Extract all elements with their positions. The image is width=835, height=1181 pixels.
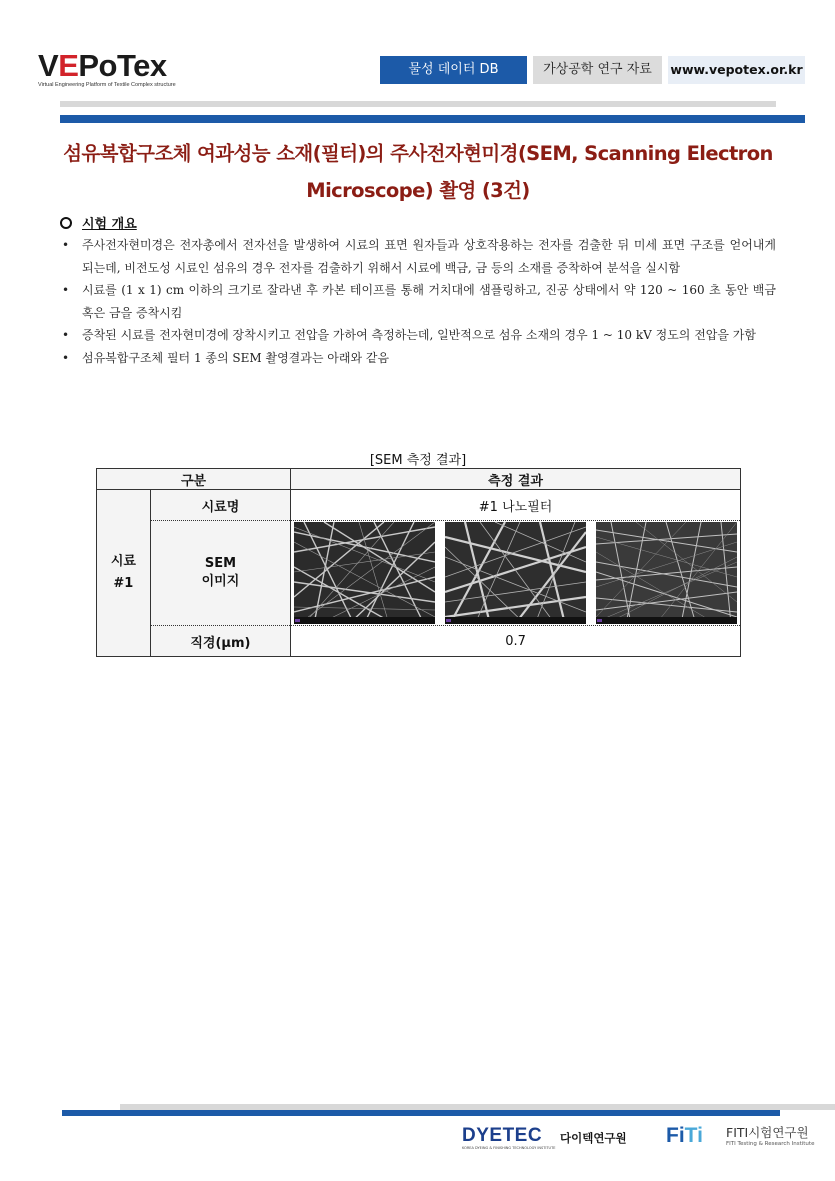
row-label-name: 시료명: [150, 490, 290, 521]
list-item: • 시료를 (1 x 1) cm 이하의 크기로 잘라낸 후 카본 테이프를 통해 거치대에 샘플링하고, 진공 상태에서 약 120 ~ 160 초 동안 백금 혹은 금을 증착시킴: [60, 279, 776, 324]
fiti-name: FITI시험연구원: [726, 1125, 809, 1140]
footer-divider-blue: [62, 1110, 780, 1116]
dyetec-name: 다이텍연구원: [560, 1131, 627, 1145]
page-title: 섬유복합구조체 여과성능 소재(필터)의 주사전자현미경(SEM, Scanning Electron Microscope) 촬영 (3건): [63, 142, 773, 202]
circle-bullet-icon: [60, 217, 72, 229]
header-category: 구분: [97, 469, 291, 490]
vepotex-logo: VEPoTex Virtual Engineering Platform of Textile Complex structure: [38, 50, 178, 92]
sample-name-value: #1 나노필터: [291, 490, 741, 521]
property-db-button[interactable]: 물성 데이터 DB: [380, 56, 527, 84]
logo-subtitle: Virtual Engineering Platform of Textile Complex structure: [38, 82, 176, 88]
table-caption: [SEM 측정 결과]: [369, 453, 467, 468]
overview-heading: 시험 개요: [60, 213, 137, 232]
header-result: 측정 결과: [291, 469, 741, 490]
list-item: • 증착된 시료를 전자현미경에 장착시키고 전압을 가하여 측정하는데, 일반적으로 섬유 소재의 경우 1 ~ 10 kV 정도의 전압을 가함: [60, 324, 776, 347]
sem-result-table: [96, 468, 741, 657]
header-divider-blue: [60, 115, 776, 123]
diameter-value: 0.7: [291, 626, 741, 657]
dyetec-logo: DYETEC KOREA DYEING & FINISHING TECHNOLOGY INSTITUTE: [462, 1125, 556, 1150]
sem-image: [596, 522, 737, 624]
sample-label: 시료 #1: [97, 490, 151, 657]
sem-image: [294, 522, 435, 624]
list-item: • 섬유복합구조체 필터 1 종의 SEM 촬영결과는 아래와 같음: [60, 347, 776, 370]
fiti-logo: FiTi: [666, 1124, 703, 1147]
fiti-english-name: FITI Testing & Research Institute: [726, 1141, 815, 1147]
virtual-research-button[interactable]: 가상공학 연구 자료: [533, 56, 662, 84]
website-link[interactable]: www.vepotex.or.kr: [668, 56, 805, 84]
header-divider-blue-end: [760, 115, 805, 123]
overview-list: [60, 234, 776, 369]
sem-image: [445, 522, 586, 624]
header-divider-grey: [60, 101, 776, 107]
sem-images-cell: [291, 521, 741, 626]
list-item: • 주사전자현미경은 전자총에서 전자선을 발생하여 시료의 표면 원자들과 상호작용하는 전자를 검출한 뒤 미세 표면 구조를 얻어내게 되는데, 비전도성 시료인 섬유의 경우 전자를 검출하기 위해서 시료에 백금, 금 등의 소재를 증착하여 분석을 실시함: [60, 234, 776, 279]
row-label-sem: SEM 이미지: [150, 521, 290, 626]
row-label-diameter: 직경(μm): [150, 626, 290, 657]
